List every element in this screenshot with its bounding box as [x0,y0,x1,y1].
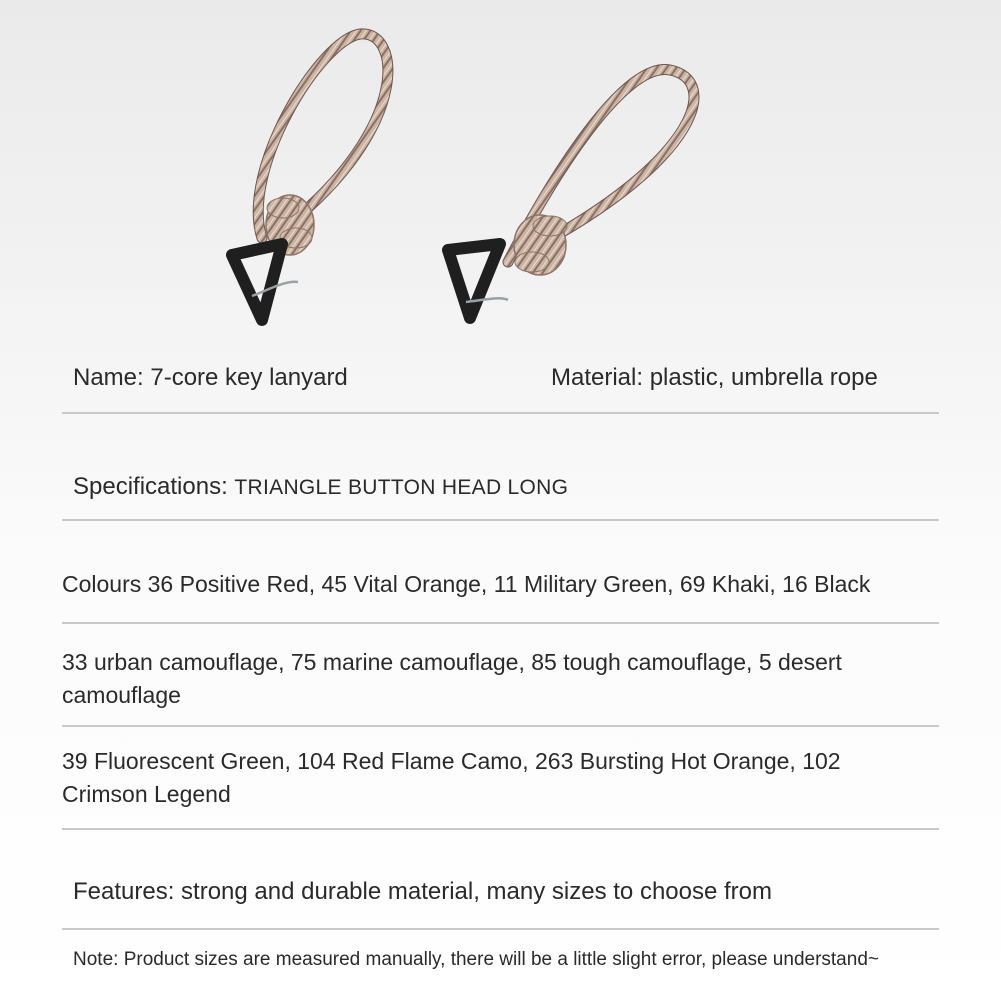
lanyard-left [232,34,388,320]
colours-line-3: 39 Fluorescent Green, 104 Red Flame Camo, 263 Bursting Hot Orange, 102 Crimson Legend [62,748,841,807]
lanyard-right [448,69,694,318]
features-label: Features: strong and durable material, many sizes to choose from [73,878,772,905]
specifications-row [73,473,568,501]
divider [62,725,939,727]
colours-line-2: 33 urban camouflage, 75 marine camouflage, 85 tough camouflage, 5 desert camouflage [62,649,842,708]
colours-line-1: Colours 36 Positive Red, 45 Vital Orange, 11 Military Green, 69 Khaki, 16 Black [62,571,871,597]
product-photo [0,0,1001,340]
divider [62,928,939,930]
divider [62,412,939,414]
divider [62,519,939,521]
divider [62,622,939,624]
specifications-value: TRIANGLE BUTTON HEAD LONG [234,476,569,499]
note-label: Note: Product sizes are measured manually, there will be a little slight error, please understand~ [73,949,879,970]
material-label: Material: plastic, umbrella rope [551,364,878,391]
specifications-label: Specifications: [73,473,228,500]
name-label: Name: 7-core key lanyard [73,364,348,391]
divider [62,828,939,830]
